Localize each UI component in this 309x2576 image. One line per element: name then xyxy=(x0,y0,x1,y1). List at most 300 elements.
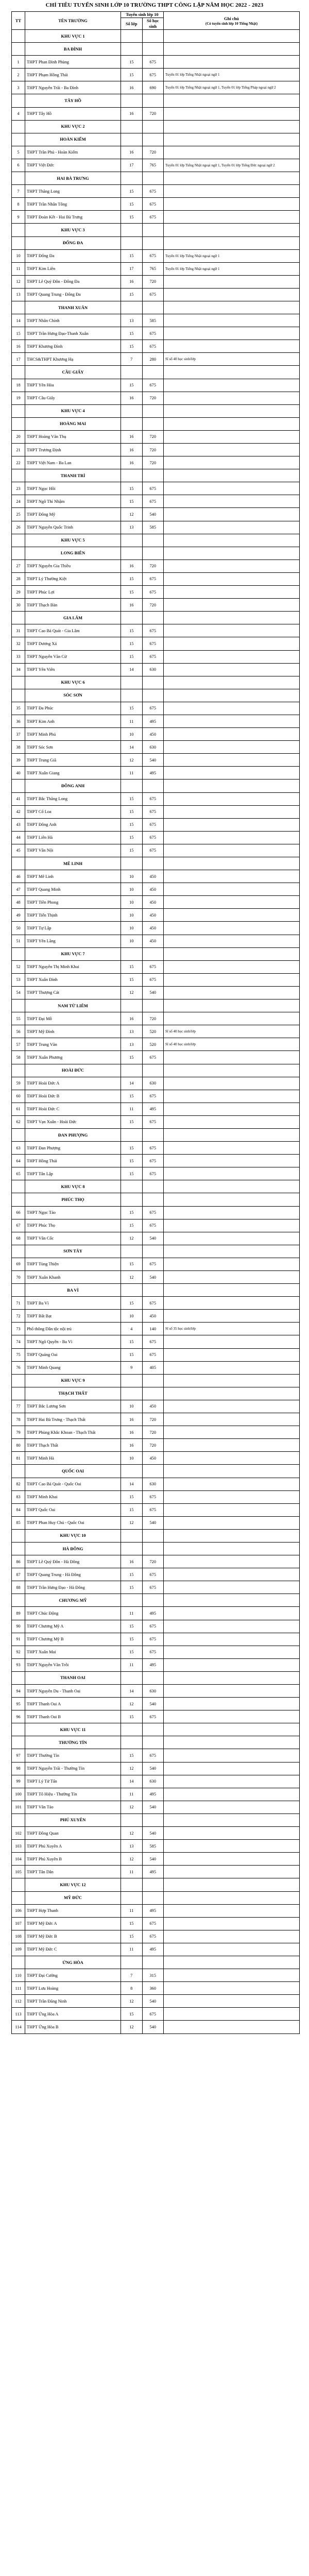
district-label: PHÚ XUYÊN xyxy=(25,1814,121,1826)
classes-cell: 15 xyxy=(121,1206,143,1219)
col-header-quota: Tuyển sinh lớp 10 xyxy=(121,12,164,18)
col-header-note-title: Ghi chú xyxy=(224,16,239,21)
table-row xyxy=(12,1762,300,1775)
classes-cell: 15 xyxy=(121,1142,143,1155)
school-name-cell: THPT Yên Hòa xyxy=(25,379,121,392)
students-cell: 675 xyxy=(142,379,164,392)
classes-cell: 15 xyxy=(121,572,143,585)
note-cell xyxy=(164,120,300,133)
note-cell xyxy=(164,1180,300,1193)
district-row xyxy=(12,469,300,482)
tt-cell xyxy=(12,30,25,43)
classes-cell: 13 xyxy=(121,521,143,534)
tt-cell xyxy=(12,547,25,560)
region-label: KHU VỰC 11 xyxy=(25,1723,121,1736)
school-name-cell: THPT Trương Định xyxy=(25,444,121,456)
students-cell: 675 xyxy=(142,1930,164,1943)
tt-cell: 55 xyxy=(12,1012,25,1025)
tt-cell: 50 xyxy=(12,922,25,935)
note-cell xyxy=(164,211,300,224)
students-cell: 675 xyxy=(142,288,164,301)
table-row xyxy=(12,586,300,599)
classes-cell: 15 xyxy=(121,1749,143,1762)
note-cell xyxy=(164,1167,300,1180)
district-label: SƠN TÂY xyxy=(25,1245,121,1258)
tt-cell: 1 xyxy=(12,56,25,69)
col-header-students: Số học sinh xyxy=(142,18,164,30)
note-cell xyxy=(164,1232,300,1245)
tt-cell: 46 xyxy=(12,870,25,883)
school-name-cell: THPT Ngô Quyền - Ba Vì xyxy=(25,1335,121,1348)
classes-cell: 15 xyxy=(121,1051,143,1064)
students-cell xyxy=(142,94,164,107)
school-name-cell: THPT Việt Đức xyxy=(25,159,121,172)
table-row xyxy=(12,1633,300,1646)
school-name-cell: THPT Lê Quý Đôn - Đống Đa xyxy=(25,275,121,288)
region-row xyxy=(12,676,300,689)
table-row xyxy=(12,599,300,612)
classes-cell xyxy=(121,1878,143,1891)
district-label: ĐAN PHƯỢNG xyxy=(25,1128,121,1141)
students-cell: 675 xyxy=(142,973,164,986)
classes-cell xyxy=(121,1284,143,1297)
district-label: THANH OAI xyxy=(25,1671,121,1684)
tt-cell: 14 xyxy=(12,314,25,327)
tt-cell: 10 xyxy=(12,249,25,262)
classes-cell: 10 xyxy=(121,1400,143,1413)
tt-cell: 84 xyxy=(12,1503,25,1516)
school-name-cell: THPT Minh Khai xyxy=(25,1490,121,1503)
tt-cell: 22 xyxy=(12,456,25,469)
tt-cell xyxy=(12,1387,25,1400)
tt-cell: 25 xyxy=(12,508,25,521)
classes-cell: 11 xyxy=(121,1788,143,1801)
table-row xyxy=(12,211,300,224)
region-row xyxy=(12,120,300,133)
school-name-cell: THPT Mỹ Đình xyxy=(25,1025,121,1038)
note-cell xyxy=(164,857,300,870)
header-row-1 xyxy=(12,12,300,18)
school-name-cell: THPT Đan Phượng xyxy=(25,1142,121,1155)
classes-cell: 15 xyxy=(121,69,143,81)
note-cell xyxy=(164,844,300,857)
district-label: SÓC SƠN xyxy=(25,689,121,702)
classes-cell: 16 xyxy=(121,560,143,572)
tt-cell: 33 xyxy=(12,650,25,663)
note-cell xyxy=(164,1646,300,1658)
school-name-cell: THPT Thượng Cát xyxy=(25,986,121,999)
students-cell: 540 xyxy=(142,1232,164,1245)
students-cell xyxy=(142,301,164,314)
table-row xyxy=(12,1930,300,1943)
school-name-cell: THPT Cầu Giấy xyxy=(25,392,121,404)
tt-cell: 40 xyxy=(12,767,25,779)
note-cell xyxy=(164,1452,300,1465)
classes-cell xyxy=(121,236,143,249)
table-row xyxy=(12,444,300,456)
table-row xyxy=(12,1167,300,1180)
tt-cell: 67 xyxy=(12,1219,25,1232)
note-cell xyxy=(164,947,300,960)
note-cell xyxy=(164,612,300,624)
school-name-cell: THPT Mê Linh xyxy=(25,870,121,883)
school-name-cell: THPT Ngọc Tảo xyxy=(25,1206,121,1219)
note-cell xyxy=(164,1943,300,1956)
col-header-name: TÊN TRƯỜNG xyxy=(25,12,121,30)
note-cell xyxy=(164,1904,300,1917)
students-cell: 450 xyxy=(142,896,164,909)
note-cell xyxy=(164,340,300,353)
tt-cell: 69 xyxy=(12,1258,25,1270)
table-row xyxy=(12,1478,300,1490)
tt-cell: 52 xyxy=(12,960,25,973)
school-name-cell: THPT Mỹ Đức B xyxy=(25,1930,121,1943)
students-cell xyxy=(142,1891,164,1904)
tt-cell: 74 xyxy=(12,1335,25,1348)
table-row xyxy=(12,508,300,521)
school-name-cell: THPT Mỹ Đức A xyxy=(25,1917,121,1930)
note-cell xyxy=(164,689,300,702)
table-row xyxy=(12,159,300,172)
district-label: ĐỐNG ĐA xyxy=(25,236,121,249)
district-label: MÊ LINH xyxy=(25,857,121,870)
table-row xyxy=(12,275,300,288)
table-row xyxy=(12,1995,300,2008)
note-cell xyxy=(164,1529,300,1542)
tt-cell: 88 xyxy=(12,1581,25,1594)
classes-cell: 17 xyxy=(121,159,143,172)
classes-cell: 15 xyxy=(121,1503,143,1516)
tt-cell xyxy=(12,1128,25,1141)
table-row xyxy=(12,1581,300,1594)
quota-table xyxy=(11,11,300,2034)
tt-cell: 77 xyxy=(12,1400,25,1413)
students-cell: 540 xyxy=(142,1801,164,1814)
students-cell xyxy=(142,999,164,1012)
classes-cell xyxy=(121,999,143,1012)
students-cell xyxy=(142,947,164,960)
classes-cell: 12 xyxy=(121,754,143,767)
school-name-cell: THPT Khương Đình xyxy=(25,340,121,353)
note-cell xyxy=(164,1258,300,1270)
classes-cell: 12 xyxy=(121,1762,143,1775)
table-row xyxy=(12,1646,300,1658)
region-row xyxy=(12,534,300,547)
school-name-cell: THPT Chương Mỹ B xyxy=(25,1633,121,1646)
school-name-cell: THPT Lưu Hoàng xyxy=(25,1982,121,1995)
tt-cell: 87 xyxy=(12,1568,25,1581)
students-cell: 675 xyxy=(142,340,164,353)
students-cell xyxy=(142,1814,164,1826)
note-cell xyxy=(164,1413,300,1426)
classes-cell: 12 xyxy=(121,1232,143,1245)
region-label: KHU VỰC 10 xyxy=(25,1529,121,1542)
district-row xyxy=(12,612,300,624)
school-name-cell: THPT Bắc Lương Sơn xyxy=(25,1400,121,1413)
note-cell xyxy=(164,960,300,973)
tt-cell: 96 xyxy=(12,1710,25,1723)
table-row xyxy=(12,1310,300,1323)
school-name-cell: THPT Nguyễn Thị Minh Khai xyxy=(25,960,121,973)
table-row xyxy=(12,1904,300,1917)
tt-cell: 60 xyxy=(12,1090,25,1103)
classes-cell: 12 xyxy=(121,1271,143,1284)
note-cell xyxy=(164,1710,300,1723)
note-cell xyxy=(164,909,300,922)
students-cell: 495 xyxy=(142,1788,164,1801)
classes-cell: 14 xyxy=(121,663,143,676)
col-header-classes: Số lớp xyxy=(121,18,143,30)
tt-cell: 53 xyxy=(12,973,25,986)
classes-cell xyxy=(121,1814,143,1826)
table-row xyxy=(12,1982,300,1995)
region-label: KHU VỰC 1 xyxy=(25,30,121,43)
tt-cell: 80 xyxy=(12,1439,25,1452)
tt-cell: 105 xyxy=(12,1866,25,1878)
tt-cell: 82 xyxy=(12,1478,25,1490)
school-name-cell: THPT Nguyễn Gia Thiều xyxy=(25,560,121,572)
note-cell: Tuyển 01 lớp Tiếng Nhật ngoại ngữ 1, Tuyển 01 lớp Tiếng Pháp ngoại ngữ 2 xyxy=(164,81,300,94)
tt-cell: 61 xyxy=(12,1103,25,1115)
school-name-cell: THPT Xuân Phương xyxy=(25,1051,121,1064)
table-row xyxy=(12,1788,300,1801)
school-name-cell: THPT Phan Đình Phùng xyxy=(25,56,121,69)
table-row xyxy=(12,1749,300,1762)
note-cell xyxy=(164,198,300,211)
tt-cell xyxy=(12,1736,25,1749)
school-name-cell: THPT Hoài Đức C xyxy=(25,1103,121,1115)
note-cell xyxy=(164,1245,300,1258)
tt-cell xyxy=(12,236,25,249)
table-row xyxy=(12,198,300,211)
table-row xyxy=(12,69,300,81)
students-cell: 675 xyxy=(142,1749,164,1762)
classes-cell xyxy=(121,1529,143,1542)
district-row xyxy=(12,547,300,560)
col-header-note-sub: (Có tuyển sinh lớp 10 Tiếng Nhật) xyxy=(205,21,258,26)
tt-cell xyxy=(12,133,25,146)
students-cell: 720 xyxy=(142,275,164,288)
students-cell xyxy=(142,1542,164,1555)
classes-cell: 15 xyxy=(121,185,143,198)
tt-cell: 48 xyxy=(12,896,25,909)
school-name-cell: THPT Lý Thường Kiệt xyxy=(25,572,121,585)
classes-cell: 15 xyxy=(121,1710,143,1723)
note-cell xyxy=(164,637,300,650)
tt-cell: 42 xyxy=(12,805,25,818)
tt-cell: 72 xyxy=(12,1310,25,1323)
school-name-cell: THPT Thanh Oai A xyxy=(25,1698,121,1710)
table-row xyxy=(12,392,300,404)
tt-cell: 17 xyxy=(12,353,25,366)
school-name-cell: THPT Nguyễn Trãi - Ba Đình xyxy=(25,81,121,94)
note-cell xyxy=(164,1271,300,1284)
school-name-cell: THPT Nguyễn Trãi - Thường Tín xyxy=(25,1762,121,1775)
tt-cell: 37 xyxy=(12,728,25,741)
district-row xyxy=(12,1594,300,1607)
tt-cell: 95 xyxy=(12,1698,25,1710)
note-cell xyxy=(164,133,300,146)
tt-cell: 16 xyxy=(12,340,25,353)
table-row xyxy=(12,792,300,805)
school-name-cell: THPT Nguyễn Văn Cừ xyxy=(25,650,121,663)
students-cell: 720 xyxy=(142,1012,164,1025)
note-cell xyxy=(164,973,300,986)
table-row xyxy=(12,1607,300,1620)
school-name-cell: THPT Vân Tảo xyxy=(25,1801,121,1814)
district-row xyxy=(12,1465,300,1478)
classes-cell: 10 xyxy=(121,922,143,935)
table-row xyxy=(12,637,300,650)
classes-cell: 13 xyxy=(121,1025,143,1038)
tt-cell: 112 xyxy=(12,1995,25,2008)
classes-cell: 16 xyxy=(121,392,143,404)
classes-cell: 15 xyxy=(121,1155,143,1167)
students-cell: 675 xyxy=(142,2008,164,2021)
table-row xyxy=(12,1620,300,1633)
school-name-cell: THPT Kim Anh xyxy=(25,715,121,727)
school-name-cell: THPT Nhân Chính xyxy=(25,314,121,327)
tt-cell: 62 xyxy=(12,1115,25,1128)
note-cell xyxy=(164,663,300,676)
school-name-cell: THPT Trần Hưng Đạo-Thanh Xuân xyxy=(25,327,121,340)
students-cell xyxy=(142,120,164,133)
table-row xyxy=(12,805,300,818)
tt-cell: 39 xyxy=(12,754,25,767)
school-name-cell: THPT Bất Bạt xyxy=(25,1310,121,1323)
school-name-cell: THPT Vân Cốc xyxy=(25,1232,121,1245)
students-cell: 630 xyxy=(142,663,164,676)
tt-cell xyxy=(12,947,25,960)
classes-cell: 16 xyxy=(121,1555,143,1568)
school-name-cell: THPT Chúc Động xyxy=(25,1607,121,1620)
tt-cell: 68 xyxy=(12,1232,25,1245)
school-name-cell: THPT Tùng Thiện xyxy=(25,1258,121,1270)
table-row xyxy=(12,1568,300,1581)
table-row xyxy=(12,1361,300,1374)
students-cell xyxy=(142,1245,164,1258)
note-cell xyxy=(164,1310,300,1323)
district-label: HÀ ĐÔNG xyxy=(25,1542,121,1555)
district-row xyxy=(12,999,300,1012)
school-name-cell: THPT Minh Hà xyxy=(25,1452,121,1465)
classes-cell xyxy=(121,30,143,43)
note-cell xyxy=(164,1284,300,1297)
school-name-cell: THPT Tân Lập xyxy=(25,1167,121,1180)
classes-cell xyxy=(121,94,143,107)
classes-cell xyxy=(121,1542,143,1555)
note-cell xyxy=(164,1840,300,1853)
students-cell xyxy=(142,417,164,430)
school-name-cell: THPT Phan Huy Chú - Quốc Oai xyxy=(25,1516,121,1529)
tt-cell: 12 xyxy=(12,275,25,288)
note-cell xyxy=(164,107,300,120)
students-cell: 540 xyxy=(142,1853,164,1866)
district-row xyxy=(12,1671,300,1684)
school-name-cell: THPT Yên Lãng xyxy=(25,935,121,947)
region-row xyxy=(12,1723,300,1736)
school-name-cell: THPT Ngọc Hồi xyxy=(25,482,121,495)
students-cell: 675 xyxy=(142,1142,164,1155)
students-cell: 720 xyxy=(142,1439,164,1452)
school-name-cell: THPT Lý Tử Tấn xyxy=(25,1775,121,1788)
students-cell: 675 xyxy=(142,1297,164,1310)
school-name-cell: THPT Mỹ Đức C xyxy=(25,1943,121,1956)
note-cell: Tuyển 01 lớp Tiếng Nhật ngoại ngữ 1, Tuyển 01 lớp Tiếng Đức ngoại ngữ 2 xyxy=(164,159,300,172)
table-row xyxy=(12,624,300,637)
classes-cell: 10 xyxy=(121,909,143,922)
table-row xyxy=(12,960,300,973)
classes-cell xyxy=(121,1180,143,1193)
tt-cell: 89 xyxy=(12,1607,25,1620)
table-row xyxy=(12,831,300,844)
tt-cell: 20 xyxy=(12,430,25,443)
note-cell xyxy=(164,728,300,741)
tt-cell: 99 xyxy=(12,1775,25,1788)
students-cell xyxy=(142,172,164,185)
note-cell xyxy=(164,1155,300,1167)
district-row xyxy=(12,1736,300,1749)
district-label: THẠCH THẤT xyxy=(25,1387,121,1400)
note-cell xyxy=(164,146,300,159)
classes-cell: 10 xyxy=(121,883,143,896)
classes-cell: 12 xyxy=(121,986,143,999)
school-name-cell: THPT Tô Hiệu - Thường Tín xyxy=(25,1788,121,1801)
students-cell: 690 xyxy=(142,81,164,94)
classes-cell: 16 xyxy=(121,1439,143,1452)
tt-cell: 30 xyxy=(12,599,25,612)
classes-cell: 12 xyxy=(121,2021,143,2033)
district-row xyxy=(12,301,300,314)
students-cell: 450 xyxy=(142,1310,164,1323)
table-row xyxy=(12,1452,300,1465)
note-cell xyxy=(164,1607,300,1620)
students-cell xyxy=(142,1387,164,1400)
tt-cell: 18 xyxy=(12,379,25,392)
school-name-cell: THPT Hoài Đức B xyxy=(25,1090,121,1103)
classes-cell xyxy=(121,417,143,430)
tt-cell: 75 xyxy=(12,1348,25,1361)
students-cell xyxy=(142,1064,164,1077)
table-row xyxy=(12,909,300,922)
note-cell xyxy=(164,1516,300,1529)
district-row xyxy=(12,1245,300,1258)
table-row xyxy=(12,1077,300,1090)
note-cell xyxy=(164,366,300,379)
table-row xyxy=(12,650,300,663)
classes-cell xyxy=(121,366,143,379)
classes-cell: 10 xyxy=(121,935,143,947)
students-cell: 675 xyxy=(142,1219,164,1232)
school-name-cell: THPT Vân Nội xyxy=(25,844,121,857)
school-name-cell: THPT Hoàng Văn Thụ xyxy=(25,430,121,443)
classes-cell: 14 xyxy=(121,1077,143,1090)
school-name-cell: THPT Xuân Giang xyxy=(25,767,121,779)
tt-cell: 24 xyxy=(12,495,25,508)
students-cell: 720 xyxy=(142,444,164,456)
page-title: CHỈ TIÊU TUYỂN SINH LỚP 10 TRƯỜNG THPT CÔNG LẬP NĂM HỌC 2022 - 2023 xyxy=(45,2,264,8)
classes-cell: 15 xyxy=(121,1917,143,1930)
students-cell xyxy=(142,1284,164,1297)
tt-cell: 90 xyxy=(12,1620,25,1633)
classes-cell: 15 xyxy=(121,249,143,262)
tt-cell: 83 xyxy=(12,1490,25,1503)
classes-cell: 15 xyxy=(121,211,143,224)
classes-cell: 15 xyxy=(121,624,143,637)
note-cell xyxy=(164,1400,300,1413)
school-name-cell: THPT Phúc Lợi xyxy=(25,586,121,599)
students-cell: 540 xyxy=(142,1516,164,1529)
